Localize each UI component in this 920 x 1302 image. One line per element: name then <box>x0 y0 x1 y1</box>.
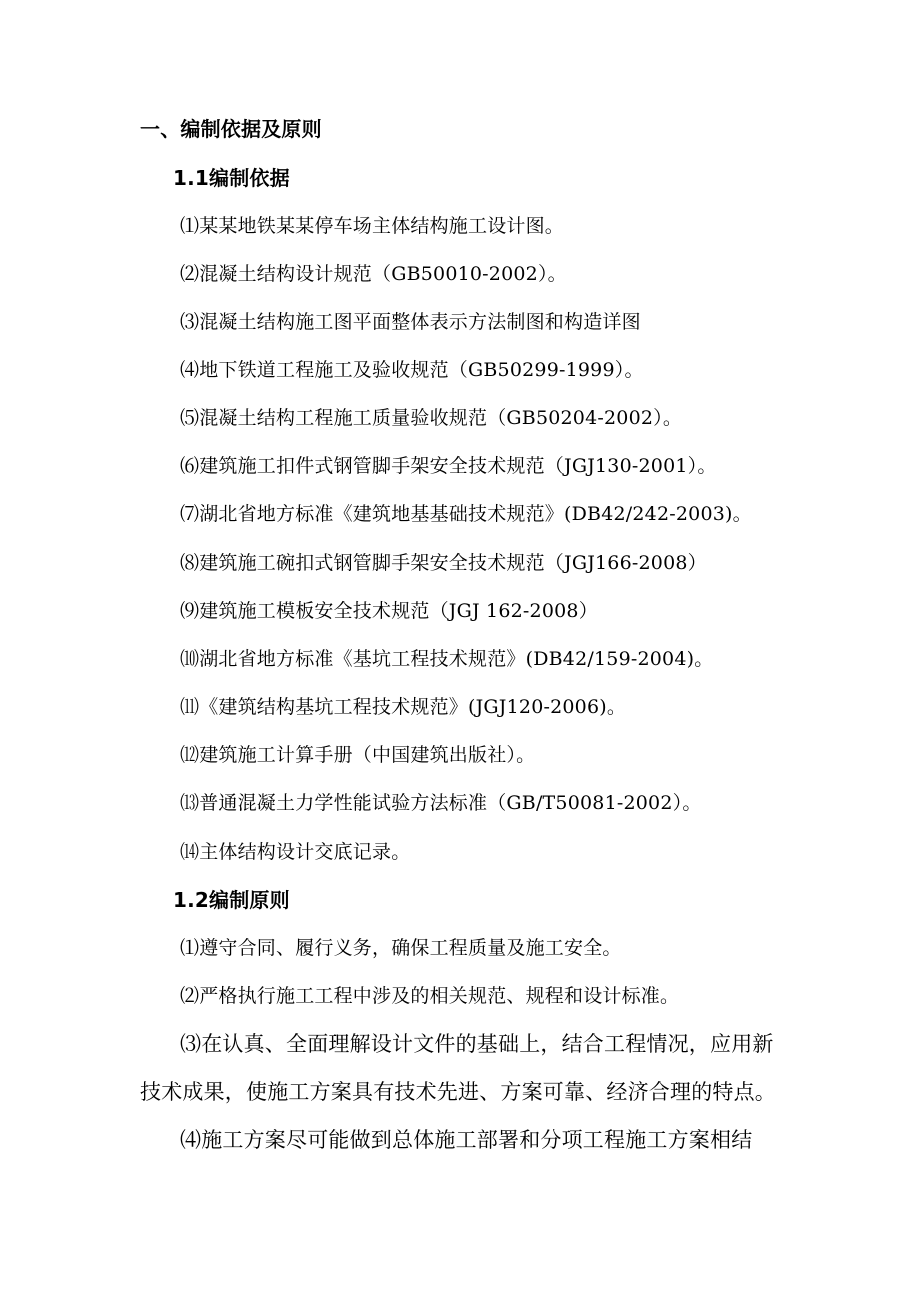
subsection-heading-basis: 1.1编制依据 <box>173 166 290 190</box>
basis-item-13: ⒀普通混凝土力学性能试验方法标准（GB/T50081-2002）。 <box>180 792 702 814</box>
basis-item-6: ⑹建筑施工扣件式钢管脚手架安全技术规范（JGJ130-2001）。 <box>180 455 717 477</box>
basis-item-14: ⒁主体结构设计交底记录。 <box>180 841 411 863</box>
basis-item-7: ⑺湖北省地方标准《建筑地基基础技术规范》(DB42/242-2003)。 <box>180 503 752 525</box>
principle-item-3-line-1: ⑶在认真、全面理解设计文件的基础上，结合工程情况，应用新 <box>180 1032 774 1056</box>
basis-item-2: ⑵混凝土结构设计规范（GB50010-2002）。 <box>180 263 567 285</box>
section-heading: 一、编制依据及原则 <box>140 117 322 141</box>
subsection-heading-principles: 1.2编制原则 <box>173 888 290 912</box>
basis-item-3: ⑶混凝土结构施工图平面整体表示方法制图和构造详图 <box>180 311 641 333</box>
basis-item-4: ⑷地下铁道工程施工及验收规范（GB50299-1999）。 <box>180 359 644 381</box>
principle-item-3-line-2: 技术成果，使施工方案具有技术先进、方案可靠、经济合理的特点。 <box>140 1080 776 1104</box>
principle-item-2: ⑵严格执行施工工程中涉及的相关规范、规程和设计标准。 <box>180 985 680 1007</box>
basis-item-11: ⑾《建筑结构基坑工程技术规范》(JGJ120-2006)。 <box>180 696 627 718</box>
principle-item-4-line-1: ⑷施工方案尽可能做到总体施工部署和分项工程施工方案相结 <box>180 1128 753 1152</box>
basis-item-12: ⑿建筑施工计算手册（中国建筑出版社）。 <box>180 744 536 766</box>
basis-item-8: ⑻建筑施工碗扣式钢管脚手架安全技术规范（JGJ166-2008） <box>180 552 707 574</box>
basis-item-1: ⑴某某地铁某某停车场主体结构施工设计图。 <box>180 215 565 237</box>
basis-item-5: ⑸混凝土结构工程施工质量验收规范（GB50204-2002）。 <box>180 407 683 429</box>
basis-item-10: ⑽湖北省地方标准《基坑工程技术规范》(DB42/159-2004)。 <box>180 648 714 670</box>
basis-item-9: ⑼建筑施工模板安全技术规范（JGJ 162-2008） <box>180 600 598 622</box>
principle-item-1: ⑴遵守合同、履行义务，确保工程质量及施工安全。 <box>180 937 622 959</box>
